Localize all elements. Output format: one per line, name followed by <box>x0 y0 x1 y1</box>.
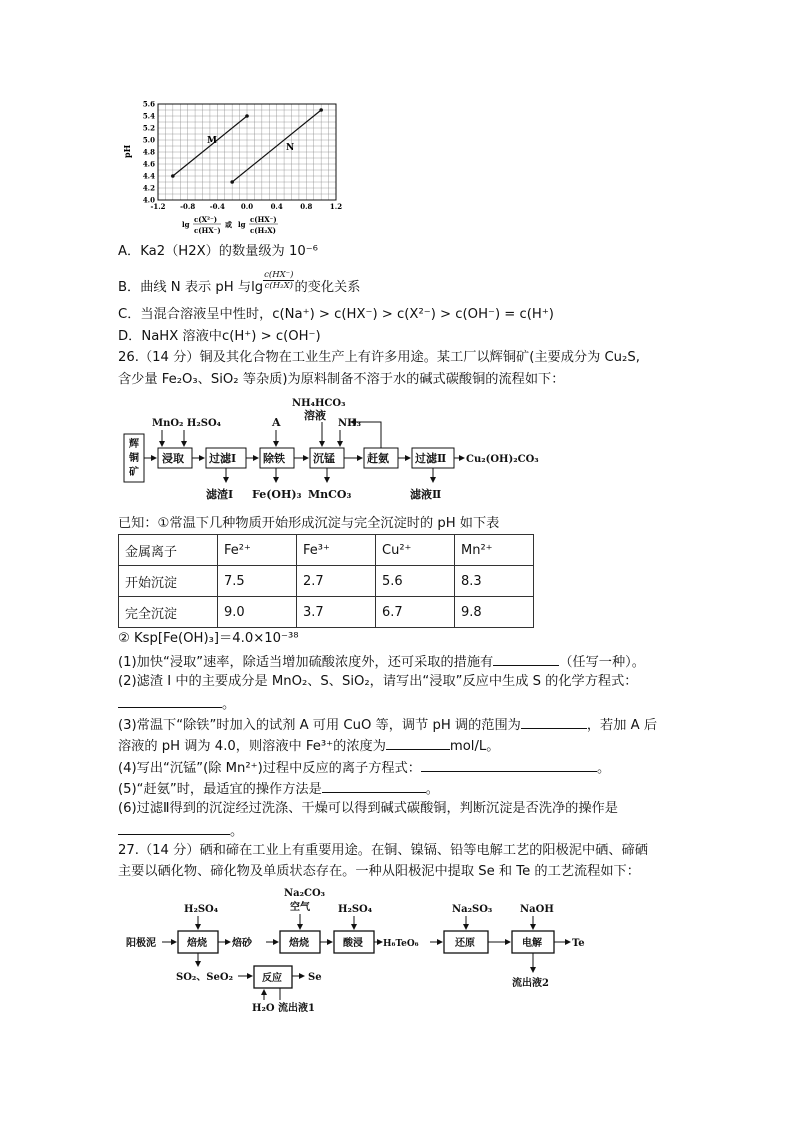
table-header: Fe²⁺ <box>218 535 297 566</box>
answer-blank[interactable] <box>322 779 426 793</box>
table-header: 金属离子 <box>119 535 218 566</box>
x-tick-label: -0.4 <box>209 202 225 211</box>
y-tick-label: 4.8 <box>142 147 155 157</box>
flow2-effluent-2: 流出液2 <box>512 978 549 989</box>
q26-part-1: (1)加快“浸取”速率，除适当增加硫酸浓度外，还可采取的措施有 （任写一种）。 <box>118 652 645 672</box>
flow2-reagent-na2so3: Na₂SO₃ <box>452 904 493 915</box>
y-tick-label: 5.4 <box>142 111 155 121</box>
flow2-electrolysis: 电解 <box>522 938 542 949</box>
option-b: B．曲线 N 表示 pH 与lg $\frac{c(HX^-)}{\text{c(H₂X)}}$ 的变化关系 <box>118 270 361 295</box>
q26-known-1: 已知：①常温下几种物质开始形成沉淀与完全沉淀时的 pH 如下表 <box>118 516 500 531</box>
table-cell: 9.8 <box>455 597 534 628</box>
series-M-point-start <box>171 174 175 178</box>
table-cell: 5.6 <box>376 566 455 597</box>
q26-part-2: (2)滤渣 I 中的主要成分是 MnO₂、S、SiO₂，请写出“浸取”反应中生成 S 的化学方程式： <box>118 674 638 689</box>
x-tick-labels <box>150 202 342 211</box>
flow2-reagent-h2so4-2: H₂SO₄ <box>338 904 373 915</box>
y-tick-label: 4.4 <box>142 171 155 181</box>
flow2-effluent-1: 流出液1 <box>278 1003 315 1014</box>
table-cell: 2.7 <box>297 566 376 597</box>
q26-part-4: (4)写出“沉锰”(除 Mn²⁺)过程中反应的离子方程式： 。 <box>118 758 610 778</box>
q26-part-3: (3)常温下“除铁”时加入的试剂 A 可用 CuO 等，调节 pH 调的范围为 ，若加 A 后 <box>118 715 657 735</box>
q26-part-5: (5)“赶氨”时，最适宜的操作方法是 。 <box>118 779 439 799</box>
y-tick-label: 4.0 <box>142 195 155 205</box>
flow-reagent-nh4hco3: NH₄HCO₃ <box>292 398 346 409</box>
precipitation-table <box>118 534 534 628</box>
table-cell: 完全沉淀 <box>119 597 218 628</box>
answer-blank[interactable] <box>118 694 222 708</box>
x-label-den-1: c(HX⁻) <box>194 226 221 235</box>
series-N-point-end <box>319 108 323 112</box>
q26-part-3-cont: 溶液的 pH 调为 4.0，则溶液中 Fe³⁺的浓度为 mol/L。 <box>118 736 499 756</box>
flow2-reagent-na2co3: Na₂CO₃ <box>284 888 326 899</box>
flow-product: Cu₂(OH)₂CO₃ <box>466 454 539 465</box>
series-N-point-start <box>230 180 234 184</box>
x-label-lg-2: lg <box>238 220 246 229</box>
flow2-h6teo6: H₆TeO₆ <box>383 939 419 949</box>
flow2-reagent-naoh: NaOH <box>520 904 554 915</box>
x-label-or: 或 <box>225 220 232 229</box>
flow-step-mn: 沉锰 <box>313 452 335 465</box>
flow2-start: 阳极泥 <box>126 938 156 949</box>
x-tick-label: 0.8 <box>300 202 313 211</box>
flow2-water: H₂O <box>252 1003 275 1014</box>
q27-intro-2: 主要以硒化物、碲化物及单质状态存在。一种从阳极泥中提取 Se 和 Te 的工艺流程如下： <box>118 864 640 879</box>
answer-blank[interactable] <box>386 736 450 750</box>
x-tick-label: -1.2 <box>150 202 166 211</box>
flow-step-iron: 除铁 <box>263 452 285 465</box>
q26-part-2-answer: 。 <box>118 694 235 714</box>
q27-flowchart <box>118 884 618 1016</box>
flow-reagent-A: A <box>272 416 281 429</box>
flow-reagent-nh3: NH₃ <box>338 418 361 429</box>
table-header: Mn²⁺ <box>455 535 534 566</box>
table-cell: 7.5 <box>218 566 297 597</box>
flow-reagent-1: MnO₂ H₂SO₄ <box>152 418 222 429</box>
x-label-den-2: c(H₂X) <box>250 226 276 235</box>
q26-intro-2: 含少量 Fe₂O₃、SiO₂ 等杂质)为原料制备不溶于水的碱式碳酸铜的流程如下： <box>118 372 565 387</box>
graph-grid <box>158 104 336 200</box>
flow2-react: 反应 <box>262 973 282 984</box>
flow2-calcine: 焙砂 <box>232 938 252 949</box>
q26-flowchart <box>118 392 558 508</box>
answer-blank[interactable] <box>493 652 559 666</box>
table-header: Cu²⁺ <box>376 535 455 566</box>
flow-out-filtrate2: 滤液Ⅱ <box>410 488 442 501</box>
table-cell: 开始沉淀 <box>119 566 218 597</box>
flow2-reagent-air: 空气 <box>290 902 310 913</box>
curve-M-label: M <box>207 136 217 146</box>
ph-graph <box>118 96 358 238</box>
flow2-roast-2: 焙烧 <box>289 938 309 949</box>
table-cell: 9.0 <box>218 597 297 628</box>
flow-step-ammonia: 赶氨 <box>367 452 389 465</box>
q26-intro-1: 26.（14 分）铜及其化合物在工业生产上有许多用途。某工厂以辉铜矿(主要成分为 Cu₂S, <box>118 350 640 365</box>
y-tick-label: 5.0 <box>142 135 155 145</box>
q26-part-6: (6)过滤Ⅱ得到的沉淀经过洗涤、干燥可以得到碱式碳酸铜，判断沉淀是否洗净的操作是 <box>118 801 618 816</box>
series-M-point-end <box>245 114 249 118</box>
flow-out-residue1: 滤渣Ⅰ <box>206 488 234 501</box>
y-axis-label: pH <box>122 144 132 158</box>
flow-ore: 辉铜矿 <box>129 439 139 478</box>
flow-step-leach: 浸取 <box>162 452 184 465</box>
flow2-se: Se <box>308 972 322 983</box>
flow2-roast-1: 焙烧 <box>187 938 207 949</box>
table-row <box>119 597 534 628</box>
table-cell: 8.3 <box>455 566 534 597</box>
y-tick-label: 5.6 <box>142 99 155 109</box>
y-tick-label: 4.2 <box>142 183 155 193</box>
y-tick-label: 4.6 <box>142 159 155 169</box>
flow2-reduce: 还原 <box>455 938 475 949</box>
y-tick-labels <box>143 100 155 205</box>
x-label-num-2: c(HX⁻) <box>250 215 277 224</box>
answer-blank[interactable] <box>521 715 587 729</box>
answer-blank[interactable] <box>118 821 230 835</box>
flow-step-filter1: 过滤Ⅰ <box>209 452 237 465</box>
x-tick-label: 0.0 <box>240 202 254 211</box>
option-a: A．Ka2（H2X）的数量级为 10⁻⁶ <box>118 244 318 259</box>
q26-part-6-answer: 。 <box>118 821 243 841</box>
flow-out-mnco3: MnCO₃ <box>308 488 352 501</box>
flow2-te: Te <box>572 938 585 949</box>
flow2-gas: SO₂、SeO₂ <box>176 972 233 983</box>
flow-step-filter2: 过滤Ⅱ <box>415 452 447 465</box>
flow2-reagent-h2so4-1: H₂SO₄ <box>184 904 219 915</box>
table-header-row <box>119 535 534 566</box>
option-c: C．当混合溶液呈中性时，c(Na⁺) > c(HX⁻) > c(X²⁻) > c(OH⁻) = c(H⁺) <box>118 307 554 322</box>
flow2-acid-leach: 酸浸 <box>343 938 363 949</box>
table-cell: 3.7 <box>297 597 376 628</box>
table-cell: 6.7 <box>376 597 455 628</box>
x-tick-label: -0.8 <box>180 202 196 211</box>
x-label-lg-1: lg <box>182 220 190 229</box>
flow-out-feoh3: Fe(OH)₃ <box>252 488 302 501</box>
y-tick-label: 5.2 <box>142 123 155 133</box>
curve-N-label: N <box>286 143 295 153</box>
x-label-num-1: c(X²⁻) <box>194 215 218 224</box>
table-header: Fe³⁺ <box>297 535 376 566</box>
x-tick-label: 0.4 <box>270 202 283 211</box>
flow-reagent-solution: 溶液 <box>304 409 326 422</box>
option-d: D．NaHX 溶液中c(H⁺) > c(OH⁻) <box>118 329 321 344</box>
fraction-b: $\frac{c(HX^-)}{\text{c(H₂X)}}$ <box>264 270 294 291</box>
q26-known-2: ② Ksp[Fe(OH)₃]＝4.0×10⁻³⁸ <box>118 631 299 646</box>
answer-blank[interactable] <box>421 758 597 772</box>
table-row <box>119 566 534 597</box>
q27-intro-1: 27.（14 分）硒和碲在工业上有重要用途。在铜、镍镉、铅等电解工艺的阳极泥中硒、碲硒 <box>118 843 648 858</box>
x-tick-label: 1.2 <box>329 202 343 211</box>
